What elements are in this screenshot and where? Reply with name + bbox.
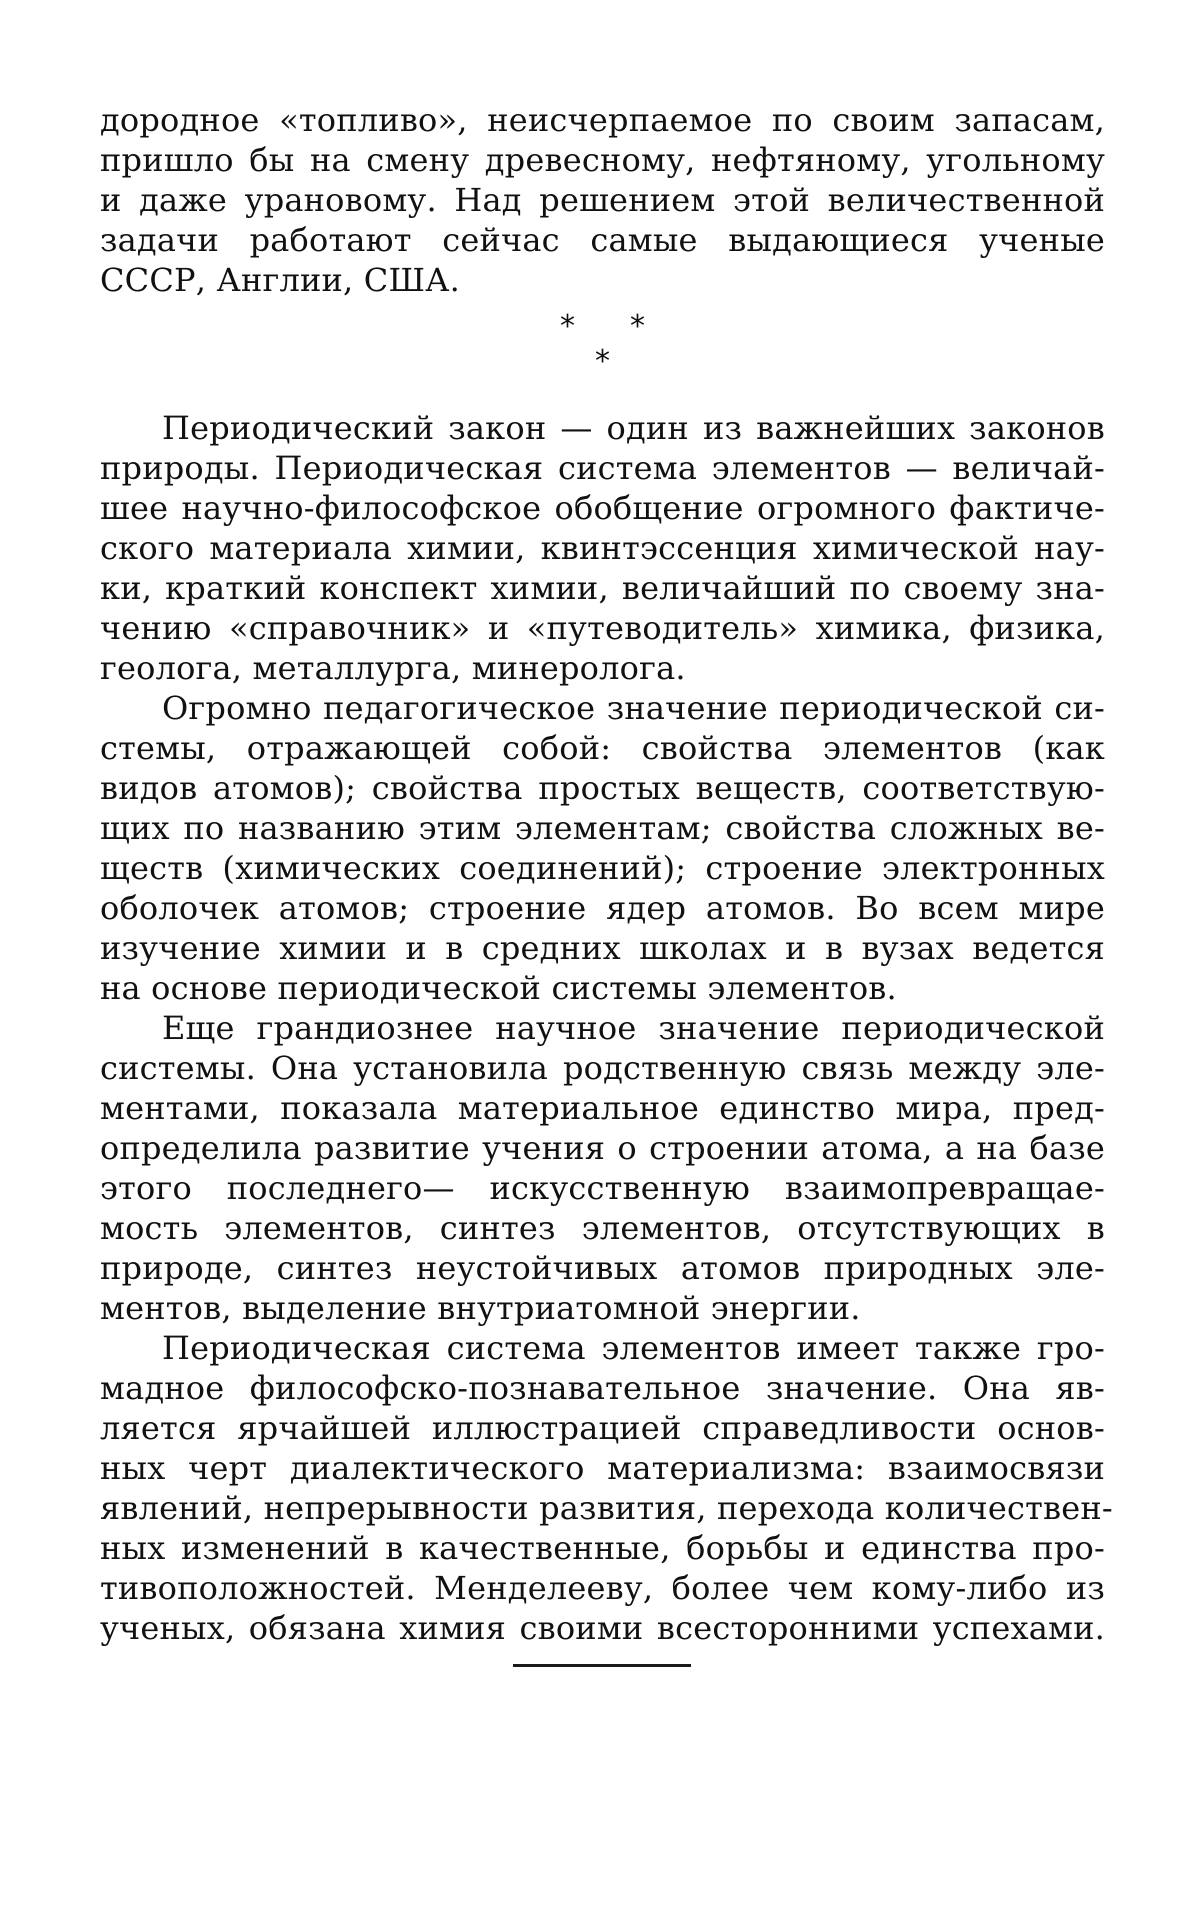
paragraph-pedagogical	[100, 688, 1105, 1008]
text-line: мадное философско-познавательное значение. Она яв-	[100, 1369, 1105, 1407]
separator-star: *	[560, 309, 575, 344]
text-line: ществ (химических соединений); строение электронных	[100, 849, 1105, 887]
text-line: щих по названию этим элементам; свойства сложных ве-	[100, 809, 1105, 847]
text-line: дородное «топливо», неисчерпаемое по своим запасам,	[100, 101, 1105, 139]
text-line: оболочек атомов; строение ядер атомов. Во всем мире	[100, 889, 1105, 927]
text-line: стемы, отражающей собой: свойства элементов (как	[100, 729, 1105, 767]
text-line: ляется ярчайшей иллюстрацией справедливости основ-	[100, 1409, 1105, 1447]
text-line: ментов, выделение внутриатомной энергии.	[100, 1289, 861, 1327]
intro-paragraph	[100, 100, 1105, 300]
text-line: пришло бы на смену древесному, нефтяному, угольному	[100, 141, 1105, 179]
separator-star: *	[595, 344, 610, 379]
text-line: на основе периодической системы элементов.	[100, 969, 897, 1007]
text-line: тивоположностей. Менделееву, более чем кому-либо из	[100, 1569, 1105, 1607]
paragraph-scientific	[100, 1008, 1105, 1328]
text-line: СССР, Англии, США.	[100, 261, 460, 299]
text-line: мость элементов, синтез элементов, отсутствующих в	[100, 1209, 1105, 1247]
end-rule	[513, 1664, 691, 1667]
text-line: и даже урановому. Над решением этой величественной	[100, 181, 1105, 219]
text-line: ментами, показала материальное единство мира, пред-	[100, 1089, 1105, 1127]
text-line: этого последнего— искусственную взаимопревращае-	[100, 1169, 1105, 1207]
text-line: явлений, непрерывности развития, перехода количествен-	[100, 1489, 1113, 1527]
section-separator	[100, 300, 1105, 408]
text-line: природе, синтез неустойчивых атомов природных эле-	[100, 1249, 1105, 1287]
text-line: системы. Она установила родственную связь между эле-	[100, 1049, 1105, 1087]
text-line: чению «справочник» и «путеводитель» химика, физика,	[100, 609, 1105, 647]
text-line: геолога, металлурга, минеролога.	[100, 649, 686, 687]
text-line: Периодический закон — один из важнейших законов	[162, 409, 1105, 447]
text-line: ученых, обязана химия своими всесторонними успехами.	[100, 1609, 1105, 1647]
paragraph-periodic-law	[100, 408, 1105, 688]
separator-star: *	[630, 309, 645, 344]
text-line: Периодическая система элементов имеет также гро-	[162, 1329, 1105, 1367]
paragraph-philosophical	[100, 1328, 1113, 1648]
text-line: Огромно педагогическое значение периодической си-	[162, 689, 1105, 727]
text-line: ных изменений в качественные, борьбы и единства про-	[100, 1529, 1105, 1567]
text-line: изучение химии и в средних школах и в вузах ведется	[100, 929, 1105, 967]
text-line: определила развитие учения о строении атома, а на базе	[100, 1129, 1105, 1167]
text-line: задачи работают сейчас самые выдающиеся ученые	[100, 221, 1105, 259]
text-line: ки, краткий конспект химии, величайший по своему зна-	[100, 569, 1105, 607]
text-line: Еще грандиознее научное значение периодической	[162, 1009, 1105, 1047]
text-line: природы. Периодическая система элементов — величай-	[100, 449, 1105, 487]
text-line: ского материала химии, квинтэссенция химической нау-	[100, 529, 1105, 567]
text-line: шее научно-философское обобщение огромного фактиче-	[100, 489, 1105, 527]
text-line: ных черт диалектического материализма: взаимосвязи	[100, 1449, 1105, 1487]
page-text	[100, 100, 1113, 1648]
text-line: видов атомов); свойства простых веществ, соответствую-	[100, 769, 1105, 807]
